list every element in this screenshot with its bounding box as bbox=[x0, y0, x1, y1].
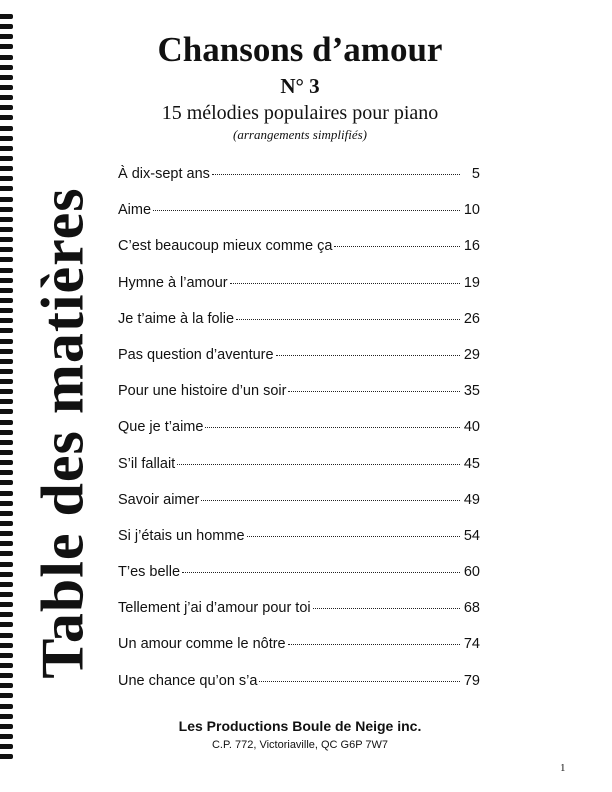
toc-entry bbox=[118, 275, 480, 311]
binding-coil bbox=[0, 359, 13, 364]
dot-leader bbox=[205, 427, 460, 428]
binding-coil bbox=[0, 288, 13, 293]
dot-leader bbox=[288, 391, 460, 392]
binding-coil bbox=[0, 754, 13, 759]
binding-coil bbox=[0, 714, 13, 719]
dot-leader bbox=[288, 644, 460, 645]
toc-entry-title: À dix-sept ans bbox=[118, 166, 210, 182]
binding-coil bbox=[0, 430, 13, 435]
binding-coil bbox=[0, 683, 13, 688]
binding-coil bbox=[0, 744, 13, 749]
toc-entry-title: Je t’aime à la folie bbox=[118, 310, 235, 327]
binding-coil bbox=[0, 166, 13, 171]
toc-entry-title: Aime bbox=[118, 202, 152, 219]
binding-coil bbox=[0, 521, 13, 526]
binding-coil bbox=[0, 136, 13, 141]
binding-coil bbox=[0, 450, 13, 455]
dot-leader bbox=[313, 608, 460, 609]
page-title: Chansons d’amour bbox=[157, 30, 443, 69]
binding-coil bbox=[0, 207, 13, 212]
dot-leader bbox=[247, 536, 460, 537]
dot-leader bbox=[153, 210, 460, 211]
toc-entry bbox=[118, 528, 480, 564]
binding-coil bbox=[0, 399, 13, 404]
dot-leader bbox=[230, 283, 460, 284]
binding-coil bbox=[0, 278, 13, 283]
dot-leader bbox=[276, 355, 460, 356]
binding-coil bbox=[0, 186, 13, 191]
toc-entry bbox=[118, 492, 480, 528]
binding-coil bbox=[0, 653, 13, 658]
dot-leader bbox=[182, 572, 460, 573]
binding-coil bbox=[0, 308, 13, 313]
binding-coil bbox=[0, 572, 13, 577]
binding-coil bbox=[0, 592, 13, 597]
page-number: 1 bbox=[560, 762, 566, 774]
binding-coil bbox=[0, 420, 13, 425]
arrangement-note: (arrangements simplifiés) bbox=[233, 127, 367, 142]
toc-entry-page: 16 bbox=[463, 238, 480, 255]
binding-coil bbox=[0, 633, 13, 638]
toc-entry bbox=[118, 600, 480, 636]
binding-coil bbox=[0, 491, 13, 496]
toc-entry-title: Tellement j’ai d’amour pour toi bbox=[118, 600, 311, 617]
binding-coil bbox=[0, 85, 13, 90]
toc-entry-title: Un amour comme le nôtre bbox=[118, 636, 286, 653]
toc-entry bbox=[118, 383, 480, 419]
toc-entry-page: 29 bbox=[463, 346, 480, 363]
table-of-contents bbox=[118, 166, 480, 709]
binding-coil bbox=[0, 663, 13, 668]
toc-entry-page: 79 bbox=[463, 672, 480, 689]
binding-coil bbox=[0, 257, 13, 262]
binding-coil bbox=[0, 440, 13, 445]
binding-coil bbox=[0, 551, 13, 556]
binding-coil bbox=[0, 673, 13, 678]
toc-entry bbox=[118, 456, 480, 492]
binding-coil bbox=[0, 44, 13, 49]
binding-coil bbox=[0, 176, 13, 181]
binding-coil bbox=[0, 115, 13, 120]
binding-coil bbox=[0, 704, 13, 709]
binding-coil bbox=[0, 247, 13, 252]
side-title-container bbox=[28, 168, 98, 698]
toc-entry-page: 5 bbox=[471, 166, 480, 182]
toc-entry-page: 74 bbox=[463, 636, 480, 653]
binding-coil bbox=[0, 55, 13, 60]
binding-coil bbox=[0, 470, 13, 475]
binding-coil bbox=[0, 460, 13, 465]
toc-entry-title: Pas question d’aventure bbox=[118, 346, 274, 363]
binding-coil bbox=[0, 531, 13, 536]
binding-coil bbox=[0, 724, 13, 729]
dot-leader bbox=[334, 246, 460, 247]
toc-entry-title: Si j’étais un homme bbox=[118, 527, 245, 544]
toc-entry-page: 68 bbox=[463, 600, 480, 617]
binding-coil bbox=[0, 369, 13, 374]
dot-leader bbox=[212, 174, 460, 175]
toc-entry-page: 35 bbox=[463, 383, 480, 400]
binding-coil bbox=[0, 34, 13, 39]
binding-coil bbox=[0, 602, 13, 607]
binding-coil bbox=[0, 105, 13, 110]
binding-coil bbox=[0, 318, 13, 323]
binding-coil bbox=[0, 501, 13, 506]
binding-coil bbox=[0, 480, 13, 485]
spiral-binding bbox=[0, 14, 14, 760]
toc-entry bbox=[118, 636, 480, 672]
binding-coil bbox=[0, 65, 13, 70]
toc-entry-page: 19 bbox=[463, 274, 480, 291]
binding-coil bbox=[0, 643, 13, 648]
binding-coil bbox=[0, 693, 13, 698]
toc-entry bbox=[118, 311, 480, 347]
toc-entry-page: 10 bbox=[463, 202, 480, 219]
binding-coil bbox=[0, 75, 13, 80]
toc-entry-title: Pour une histoire d’un soir bbox=[118, 383, 287, 400]
toc-entry-title: Hymne à l’amour bbox=[118, 274, 228, 291]
binding-coil bbox=[0, 339, 13, 344]
toc-entry bbox=[118, 166, 480, 202]
dot-leader bbox=[201, 500, 460, 501]
binding-coil bbox=[0, 511, 13, 516]
toc-entry-title: C’est beaucoup mieux comme ça bbox=[118, 238, 333, 255]
toc-entry-page: 49 bbox=[463, 491, 480, 508]
binding-coil bbox=[0, 379, 13, 384]
toc-entry-page: 45 bbox=[463, 455, 480, 472]
binding-coil bbox=[0, 237, 13, 242]
binding-coil bbox=[0, 24, 13, 29]
toc-entry bbox=[118, 202, 480, 238]
binding-coil bbox=[0, 156, 13, 161]
side-title: Table des matières bbox=[29, 187, 96, 679]
binding-coil bbox=[0, 622, 13, 627]
binding-coil bbox=[0, 734, 13, 739]
binding-coil bbox=[0, 541, 13, 546]
toc-entry-page: 60 bbox=[463, 564, 480, 581]
binding-coil bbox=[0, 14, 13, 19]
toc-entry bbox=[118, 347, 480, 383]
toc-entry-page: 26 bbox=[463, 310, 480, 327]
binding-coil bbox=[0, 328, 13, 333]
toc-entry bbox=[118, 673, 480, 709]
subtitle: 15 mélodies populaires pour piano bbox=[161, 102, 439, 124]
publisher-name: Les Productions Boule de Neige inc. bbox=[178, 718, 422, 734]
dot-leader bbox=[259, 681, 460, 682]
binding-coil bbox=[0, 217, 13, 222]
toc-entry bbox=[118, 238, 480, 274]
binding-coil bbox=[0, 349, 13, 354]
binding-coil bbox=[0, 562, 13, 567]
binding-coil bbox=[0, 582, 13, 587]
dot-leader bbox=[177, 464, 460, 465]
toc-entry bbox=[118, 419, 480, 455]
publisher-address: C.P. 772, Victoriaville, QC G6P 7W7 bbox=[211, 739, 389, 751]
binding-coil bbox=[0, 126, 13, 131]
binding-coil bbox=[0, 389, 13, 394]
toc-entry-title: Que je t’aime bbox=[118, 419, 204, 436]
toc-entry-title: S’il fallait bbox=[118, 455, 176, 472]
binding-coil bbox=[0, 227, 13, 232]
binding-coil bbox=[0, 612, 13, 617]
binding-coil bbox=[0, 298, 13, 303]
binding-coil bbox=[0, 268, 13, 273]
toc-entry bbox=[118, 564, 480, 600]
volume-number: N° 3 bbox=[280, 74, 320, 98]
toc-entry-title: Savoir aimer bbox=[118, 491, 200, 508]
toc-entry-title: T’es belle bbox=[118, 564, 181, 581]
toc-entry-page: 40 bbox=[463, 419, 480, 436]
binding-coil bbox=[0, 146, 13, 151]
toc-entry-page: 54 bbox=[463, 527, 480, 544]
binding-coil bbox=[0, 409, 13, 414]
dot-leader bbox=[236, 319, 460, 320]
toc-entry-title: Une chance qu’on s’a bbox=[118, 672, 258, 689]
binding-coil bbox=[0, 197, 13, 202]
binding-coil bbox=[0, 95, 13, 100]
